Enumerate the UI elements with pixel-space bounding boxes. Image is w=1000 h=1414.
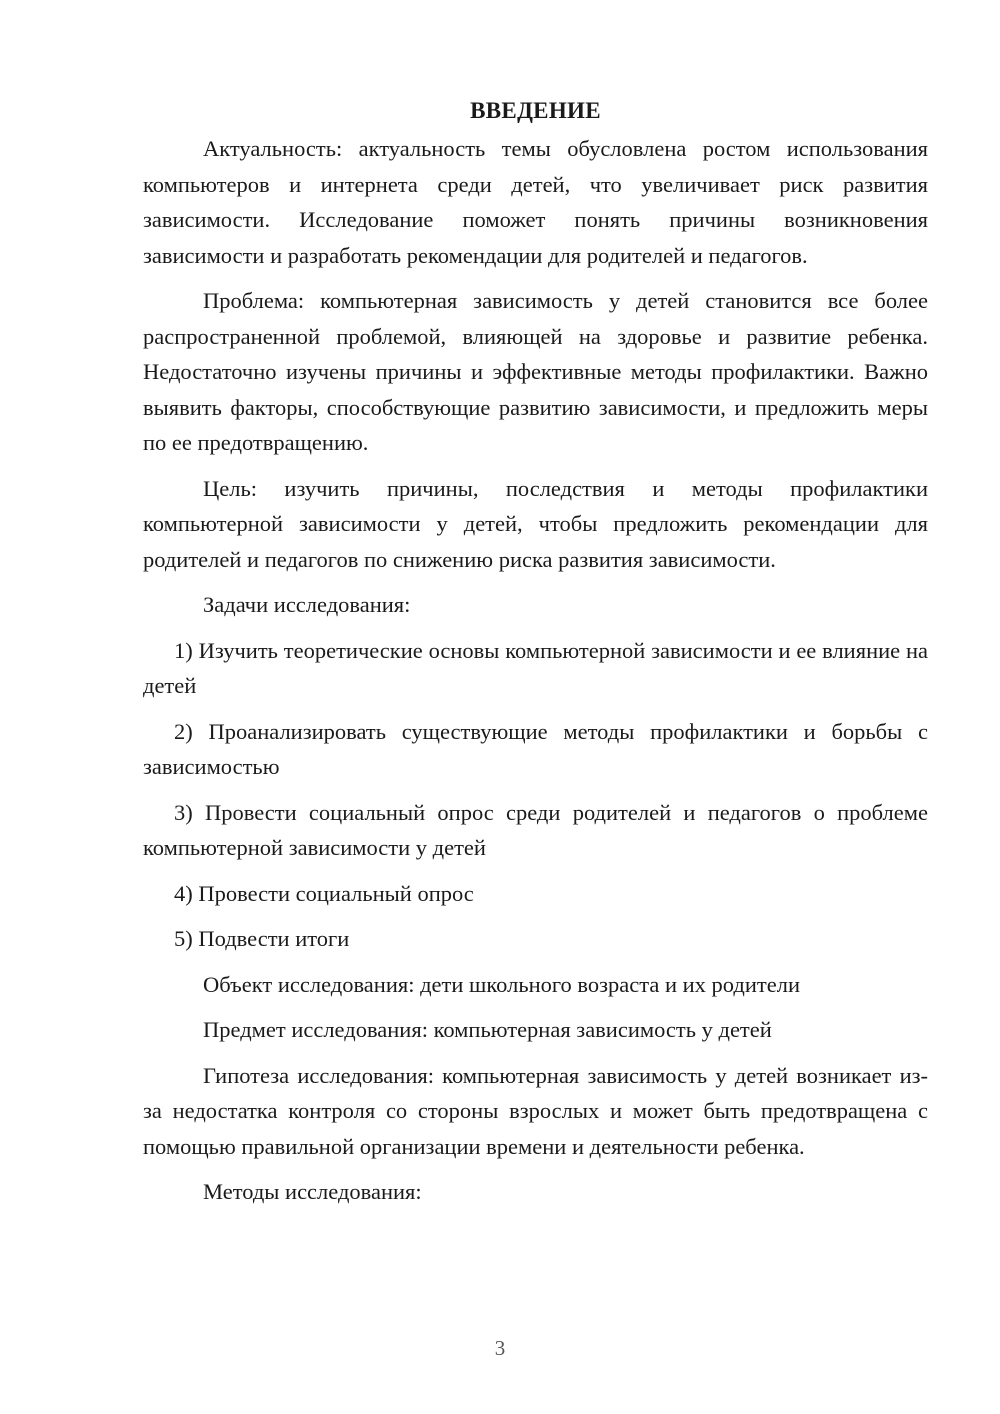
task-item-1: 1) Изучить теоретические основы компьютерной зависимости и ее влияние на детей: [143, 637, 928, 698]
task-item-5: 5) Подвести итоги: [174, 926, 350, 951]
paragraph-goal: Цель: изучить причины, последствия и методы профилактики компьютерной зависимости у детей, чтобы предложить рекомендации для родителей и педагогов по снижению риска развития зависимости.: [143, 475, 928, 572]
page-title: ВВЕДЕНИЕ: [470, 98, 601, 123]
page-content: [143, 93, 928, 1220]
paragraph-subject: Предмет исследования: компьютерная зависимость у детей: [203, 1017, 772, 1042]
page-number: 3: [494, 1336, 506, 1360]
paragraph-hypothesis: Гипотеза исследования: компьютерная зависимость у детей возникает из-за недостатка контроля со стороны взрослых и может быть предотвращена с помощью правильной организации времени и деятельности ребенка.: [143, 1062, 928, 1159]
task-item-4: 4) Провести социальный опрос: [174, 880, 474, 906]
task-item-2: 2) Проанализировать существующие методы профилактики и борьбы с зависимостью: [143, 718, 928, 779]
paragraph-problem: Проблема: компьютерная зависимость у детей становится все более распространенной проблемой, влияющей на здоровье и развитие ребенка. Недостаточно изучены причины и эффективные методы профилактики. Важно выявить факторы, способствующие развитию зависимости, и предложить меры по ее предотвращению.: [143, 288, 928, 455]
task-item-3: 3) Провести социальный опрос среди родителей и педагогов о проблеме компьютерной зависимости у детей: [143, 799, 928, 860]
paragraph-object: Объект исследования: дети школьного возраста и их родители: [203, 971, 800, 997]
paragraph-methods: Методы исследования:: [203, 1179, 422, 1204]
paragraph-relevance: Актуальность: актуальность темы обусловлена ростом использования компьютеров и интернета среди детей, что увеличивает риск развития зависимости. Исследование поможет понять причины возникновения зависимости и разработать рекомендации для родителей и педагогов.: [143, 136, 928, 268]
paragraph-tasks-heading: Задачи исследования:: [203, 592, 411, 617]
